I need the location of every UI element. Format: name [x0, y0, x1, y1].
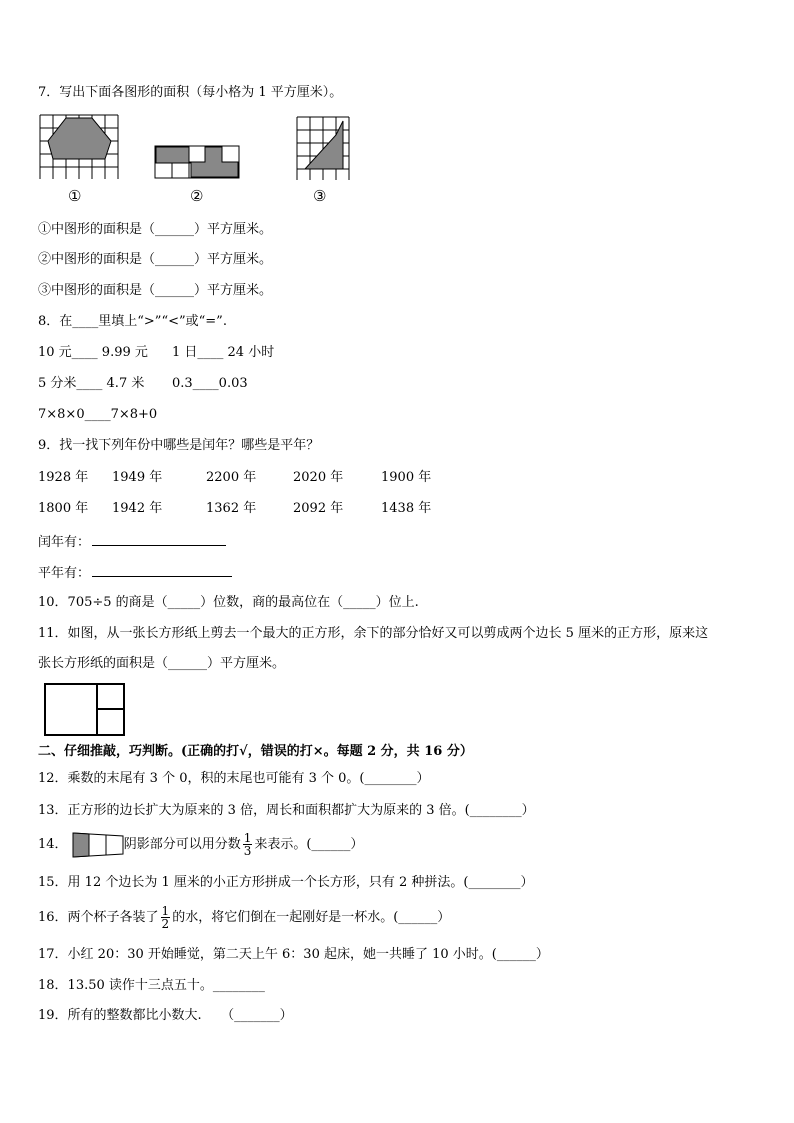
figure-3 — [297, 117, 353, 183]
year: 1942 年 — [112, 501, 163, 516]
figure-3-label: ③ — [313, 187, 327, 205]
q8-item: 7×8×0____7×8+0 — [38, 407, 158, 422]
q16-fraction — [161, 905, 171, 930]
leap-years-blank[interactable] — [92, 533, 226, 546]
q19: 19．所有的整数都比小数大. （_______） — [38, 1008, 293, 1023]
q8-title: 8．在____里填上“>”“<”或“=”. — [38, 314, 227, 329]
q8-item: 10 元____ 9.99 元 — [38, 345, 148, 360]
figure-1-label: ① — [68, 187, 82, 205]
figure-1 — [40, 115, 120, 179]
q16-text-b: 的水，将它们倒在一起刚好是一杯水。(______） — [172, 910, 451, 925]
q11-line1: 11．如图，从一张长方形纸上剪去一个最大的正方形，余下的部分恰好又可以剪成两个边长 5 厘米的正方形，原来这 — [38, 626, 709, 641]
section-2-title: 二、仔细推敲，巧判断。(正确的打√，错误的打×。每题 2 分，共 16 分） — [38, 744, 473, 759]
year: 1928 年 — [38, 470, 89, 485]
year: 1800 年 — [38, 501, 89, 516]
year: 2200 年 — [206, 470, 257, 485]
q16 — [38, 903, 450, 933]
q7-answer-1: ①中图形的面积是（______）平方厘米。 — [38, 222, 273, 237]
q16-text-a: 16．两个杯子各装了 — [38, 910, 159, 925]
common-years-row — [38, 564, 234, 582]
q17: 17．小红 20：30 开始睡觉，第二天上午 6：30 起床，她一共睡了 10 小时。(______） — [38, 947, 549, 962]
q14 — [38, 830, 363, 860]
q14-text-b: 来表示。(______） — [254, 837, 364, 852]
q8-item: 0.3____0.03 — [172, 376, 248, 391]
q14-figure — [72, 832, 124, 858]
common-years-label: 平年有： — [38, 566, 91, 581]
year: 1438 年 — [381, 501, 432, 516]
fraction-numerator: 1 — [243, 831, 252, 845]
q11-line2: 张长方形纸的面积是（______）平方厘米。 — [38, 656, 286, 671]
year: 2092 年 — [293, 501, 344, 516]
common-years-blank[interactable] — [92, 564, 232, 577]
figure-11-rectangle — [44, 683, 126, 737]
q7-answer-2: ②中图形的面积是（______）平方厘米。 — [38, 252, 273, 267]
q9-title: 9．找一找下列年份中哪些是闰年？哪些是平年？ — [38, 438, 320, 453]
q14-text-a: 阴影部分可以用分数 — [123, 837, 241, 852]
fraction-denominator: 2 — [161, 917, 170, 931]
fraction-numerator: 1 — [161, 904, 170, 918]
leap-years-row — [38, 533, 228, 551]
year: 1949 年 — [112, 470, 163, 485]
fraction-denominator: 3 — [243, 844, 252, 858]
q15: 15．用 12 个边长为 1 厘米的小正方形拼成一个长方形，只有 2 种拼法。(________） — [38, 875, 534, 890]
q14-fraction — [243, 832, 253, 857]
q8-item: 5 分米____ 4.7 米 — [38, 376, 145, 391]
q12: 12．乘数的末尾有 3 个 0，积的末尾也可能有 3 个 0。(________） — [38, 771, 430, 786]
figure-2 — [155, 144, 245, 180]
q7-answer-3: ③中图形的面积是（______）平方厘米。 — [38, 283, 273, 298]
q7-title: 7．写出下面各图形的面积（每小格为 1 平方厘米）。 — [38, 85, 343, 100]
q10: 10．705÷5 的商是（_____）位数，商的最高位在（_____）位上. — [38, 595, 419, 610]
q18: 18．13.50 读作十三点五十。________ — [38, 978, 265, 993]
figure-2-label: ② — [190, 187, 204, 205]
q13: 13．正方形的边长扩大为原来的 3 倍，周长和面积都扩大为原来的 3 倍。(________） — [38, 803, 535, 818]
year: 1362 年 — [206, 501, 257, 516]
year: 1900 年 — [381, 470, 432, 485]
q8-item: 1 日____ 24 小时 — [172, 345, 275, 360]
year: 2020 年 — [293, 470, 344, 485]
q14-prefix: 14． — [38, 837, 68, 852]
leap-years-label: 闰年有： — [38, 535, 91, 550]
